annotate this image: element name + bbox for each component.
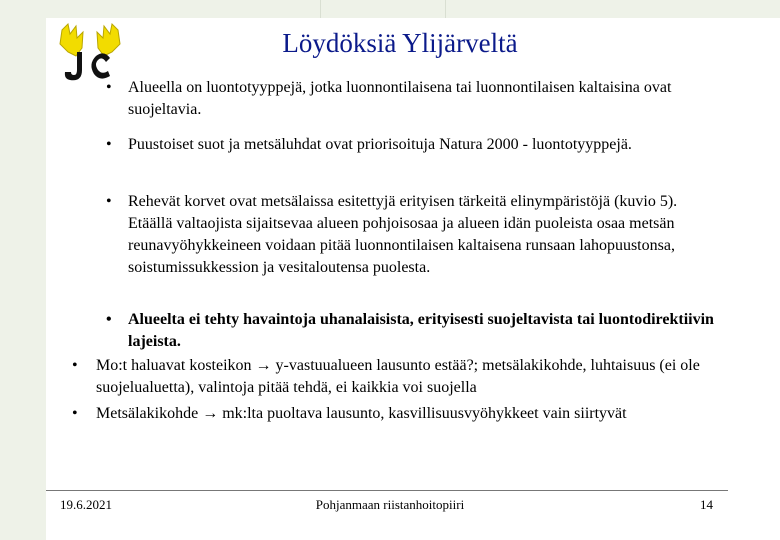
- bullet-item: [106, 191, 706, 279]
- bullet-item: [72, 403, 722, 425]
- bullet-symbol: •: [72, 405, 78, 422]
- bullet-item: [106, 77, 706, 121]
- footer-divider: [46, 490, 728, 491]
- bullet-item: [106, 309, 716, 353]
- bullet-text: Metsälakikohde → mk:lta puoltava lausunto, kasvillisuusvyöhykkeet vain siirtyvät: [96, 405, 627, 422]
- bullet-symbol: •: [106, 311, 112, 328]
- decorative-line: [320, 0, 321, 18]
- bullet-item: [72, 355, 722, 399]
- footer-organization: Pohjanmaan riistanhoitopiiri: [315, 497, 465, 512]
- bullet-symbol: •: [106, 136, 112, 153]
- bullet-text: Alueella on luontotyyppejä, jotka luonnontilaisena tai luonnontilaisen kaltaisina ovat suojeltavia.: [128, 79, 672, 118]
- slide-title: Löydöksiä Ylijärveltä: [282, 28, 518, 58]
- bullet-symbol: •: [106, 193, 112, 210]
- slide-background-top: [46, 0, 780, 18]
- bullet-text: Mo:t haluavat kosteikon → y-vastuualueen lausunto estää?; metsälakikohde, luhtaisuus (ei ole suojelualuetta), valintoja pitää tehdä, ei kaikkia voi suojella: [96, 357, 700, 396]
- footer-page-number: 14: [700, 497, 713, 512]
- decorative-line: [445, 0, 446, 18]
- bullet-symbol: •: [72, 357, 78, 374]
- footer-date: 19.6.2021: [60, 497, 112, 512]
- bullet-text-bold: Alueelta ei tehty havaintoja uhanalaisista, erityisesti suojeltavista tai luontodirektiivin lajeista.: [128, 311, 714, 350]
- bullet-text: Puustoiset suot ja metsäluhdat ovat priorisoituja Natura 2000 - luontotyyppejä.: [128, 136, 632, 153]
- bullet-symbol: •: [106, 79, 112, 96]
- bullet-item: [106, 134, 706, 156]
- slide-background-left: [0, 0, 46, 540]
- bullet-text: Rehevät korvet ovat metsälaissa esitettyjä erityisen tärkeitä elinympäristöjä (kuvio 5). Etäällä valtaojista sijaitsevaa alueen pohjoisosaa ja alueen idän puoleista osaa metsän reunavyöhykkeineen voidaan pitää luonnontilaisen kaltaisena runsaan lahopuustonsa, soistumissukkession ja vesitaloutensa puolesta.: [128, 193, 678, 276]
